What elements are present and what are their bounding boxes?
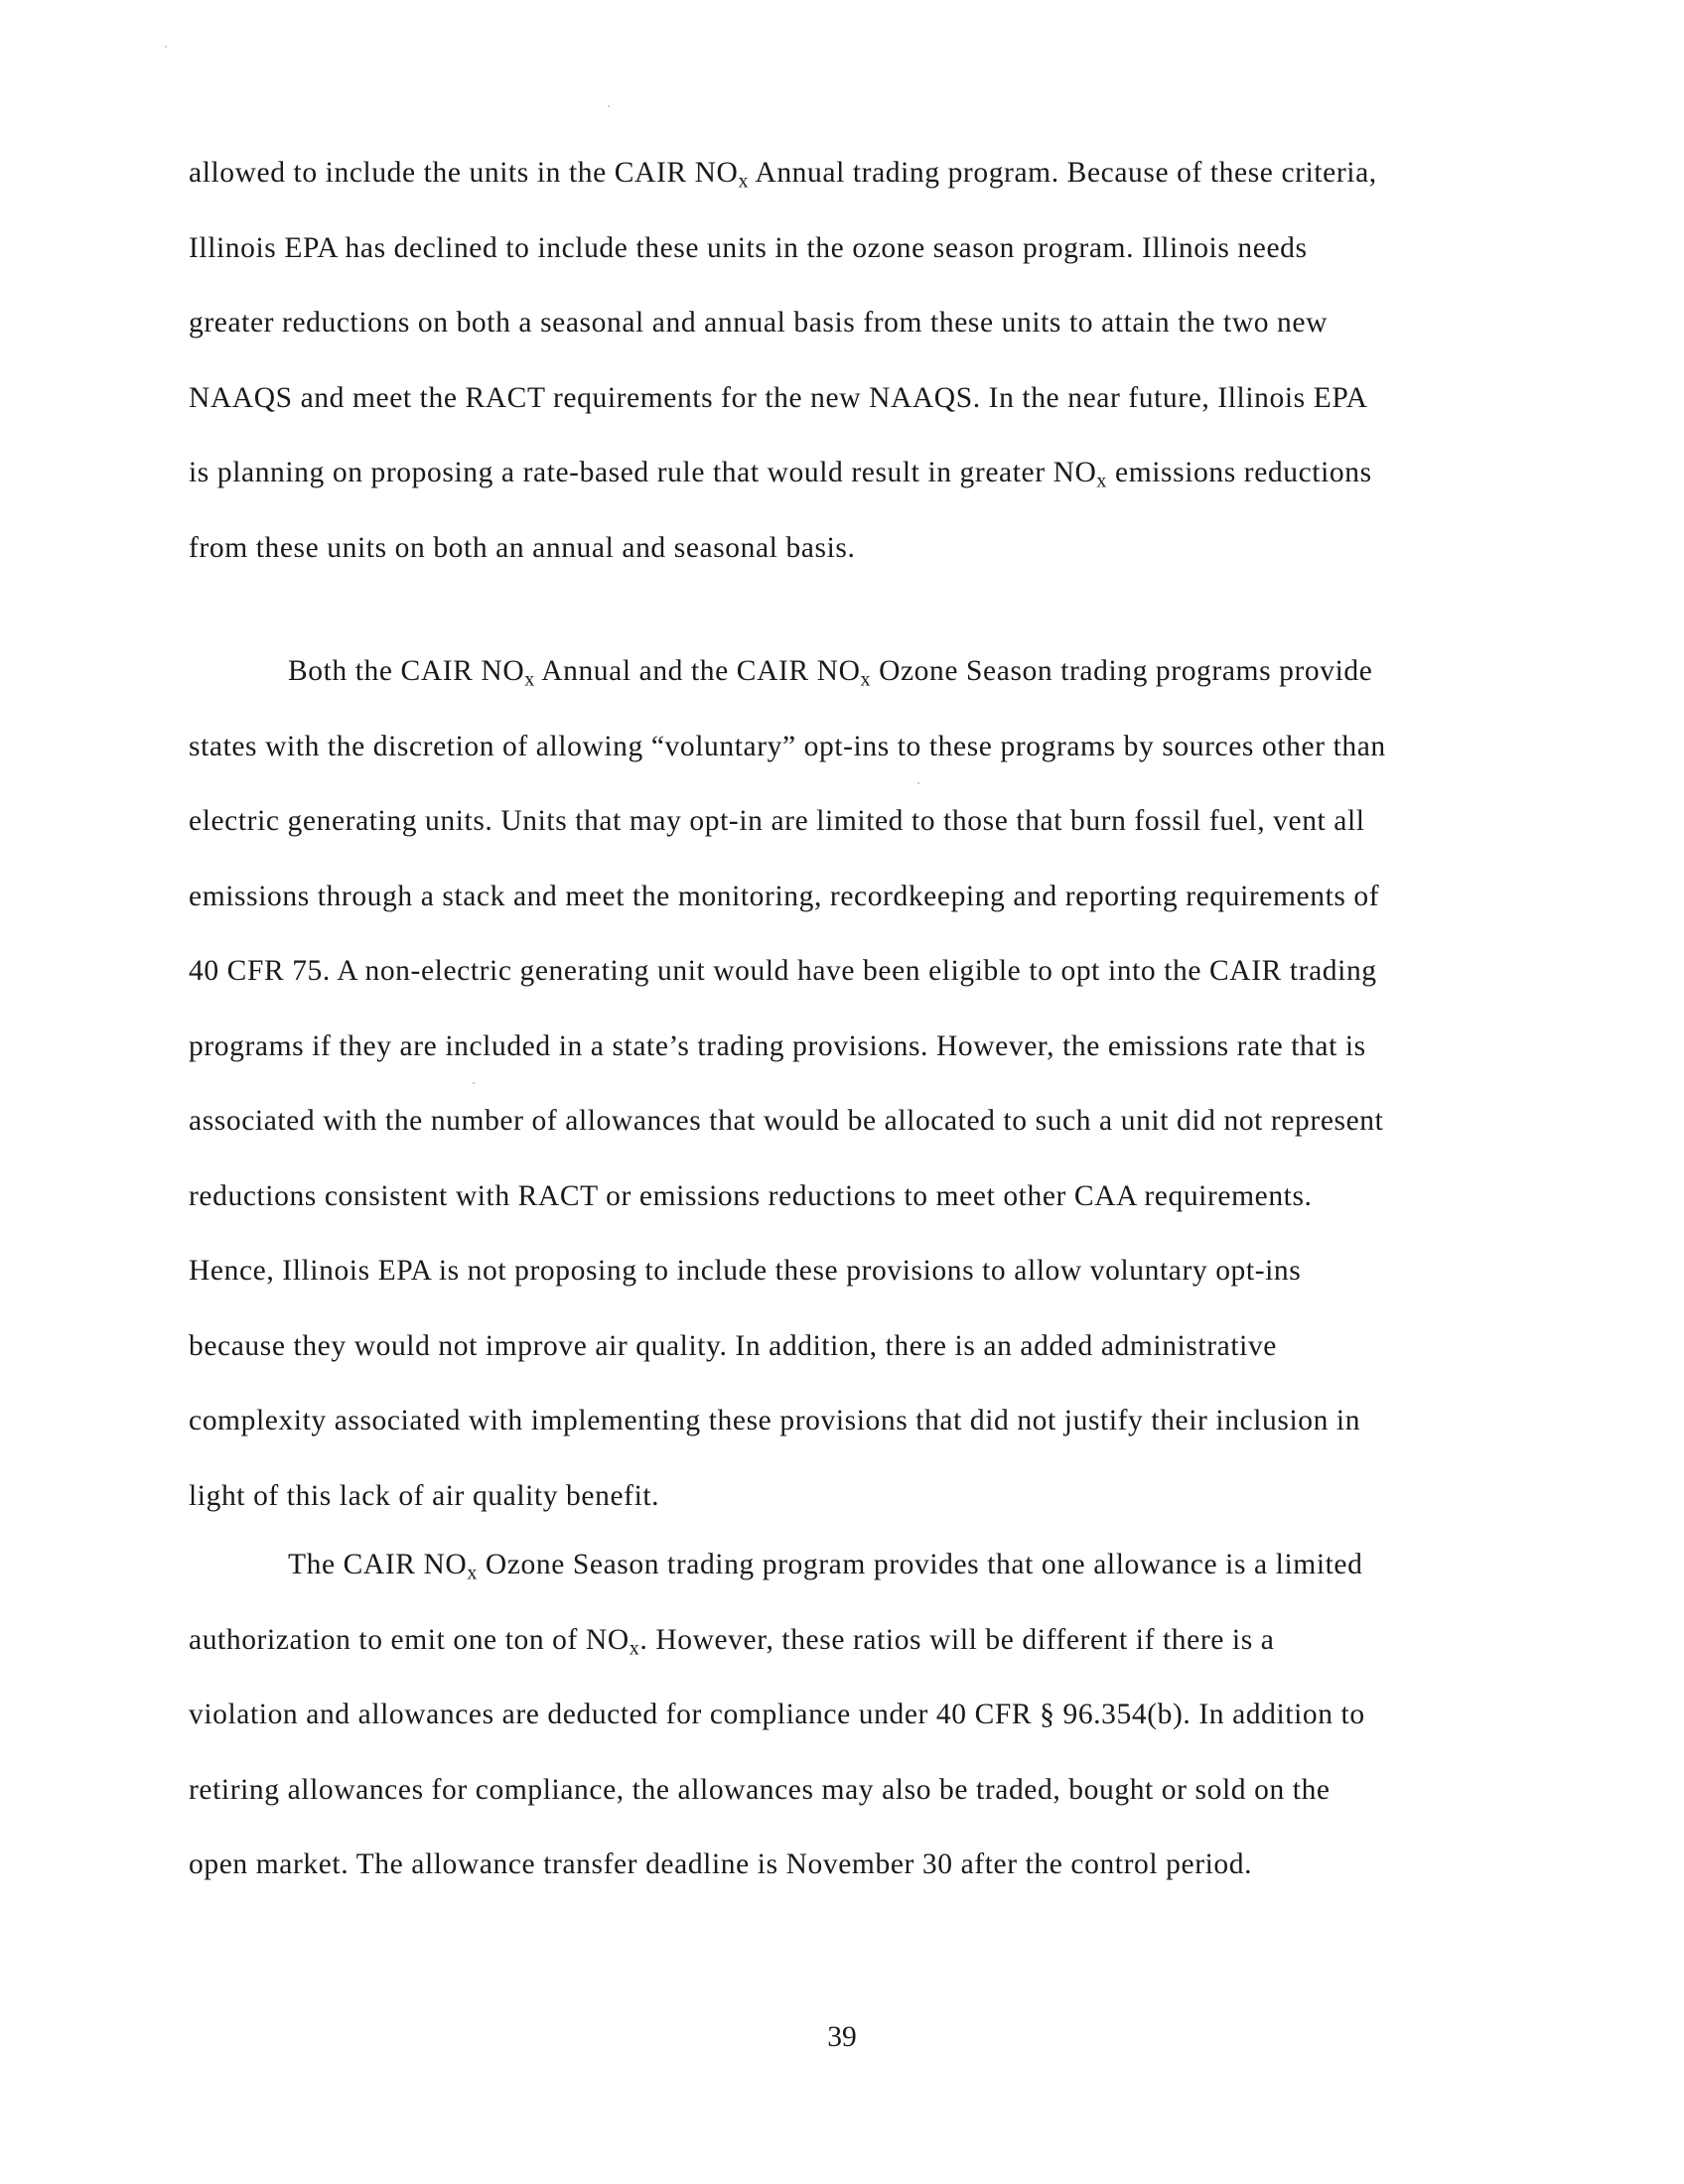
- scan-speck: [917, 782, 919, 784]
- subscript-x: x: [738, 170, 750, 193]
- text-run: states with the discretion of allowing “voluntary” opt-ins to these programs by sources other than: [189, 730, 1386, 762]
- text-line: [189, 1029, 1366, 1062]
- text-line: [288, 1549, 1363, 1584]
- scan-speck: [165, 46, 167, 48]
- text-line: [189, 1773, 1331, 1806]
- text-run: Annual and the CAIR NO: [534, 655, 861, 687]
- text-line: [189, 1407, 1360, 1436]
- text-line: [189, 1850, 1252, 1880]
- text-run: electric generating units. Units that may opt-in are limited to those that burn fossil fuel, vent all: [189, 805, 1365, 837]
- text-run: Ozone Season trading program provides that one allowance is a limited: [477, 1549, 1363, 1580]
- text-line: [189, 1179, 1313, 1212]
- text-line: [189, 730, 1386, 762]
- text-run: 40 CFR 75. A non-electric generating unit would have been eligible to opt into the CAIR trading: [189, 955, 1377, 987]
- text-line: [189, 1257, 1301, 1287]
- text-line: [189, 1107, 1383, 1137]
- text-run: complexity associated with implementing these provisions that did not justify their inclusion in: [189, 1405, 1361, 1436]
- text-run: is planning on proposing a rate-based rule that would result in greater NO: [189, 457, 1097, 488]
- text-run: allowed to include the units in the CAIR NO: [189, 157, 739, 189]
- text-line: [189, 1623, 1275, 1660]
- scan-speck: [473, 1082, 475, 1084]
- text-line: [189, 807, 1365, 837]
- page-number: 39: [827, 2021, 857, 2053]
- text-line: [189, 457, 1372, 492]
- text-line: [189, 381, 1368, 414]
- subscript-x: x: [629, 1637, 640, 1660]
- scan-speck: [608, 105, 610, 107]
- text-run: open market. The allowance transfer deadline is November 30 after the control period.: [189, 1848, 1253, 1880]
- text-line: [189, 531, 856, 564]
- text-line: [189, 1479, 660, 1512]
- text-run: Ozone Season trading programs provide: [871, 655, 1373, 687]
- text-run: greater reductions on both a seasonal and annual basis from these units to attain the two new: [189, 307, 1328, 339]
- text-line: [189, 309, 1328, 339]
- text-run: Hence, Illinois EPA is not proposing to include these provisions to allow voluntary opt-ins: [189, 1255, 1302, 1287]
- text-run: authorization to emit one ton of NO: [189, 1623, 630, 1656]
- text-line: [189, 1701, 1365, 1730]
- text-run: . However, these ratios will be different if there is a: [639, 1623, 1275, 1656]
- subscript-x: x: [467, 1562, 478, 1584]
- text-run: because they would not improve air quality. In addition, there is an added administrative: [189, 1329, 1277, 1362]
- text-run: retiring allowances for compliance, the allowances may also be traded, bought or sold on the: [189, 1773, 1331, 1806]
- text-run: NAAQS and meet the RACT requirements for the new NAAQS. In the near future, Illinois EPA: [189, 381, 1368, 414]
- text-run: violation and allowances are deducted for compliance under 40 CFR § 96.354(b). In addition to: [189, 1699, 1365, 1730]
- text-run: from these units on both an annual and seasonal basis.: [189, 531, 856, 564]
- text-run: associated with the number of allowances that would be allocated to such a unit did not represent: [189, 1105, 1384, 1137]
- text-run: emissions reductions: [1107, 457, 1372, 488]
- text-run: The CAIR NO: [288, 1549, 468, 1580]
- text-line: [288, 655, 1373, 691]
- text-line: [189, 880, 1380, 912]
- text-line: [189, 1329, 1277, 1362]
- text-line: [189, 957, 1377, 987]
- text-run: programs if they are included in a state’s trading provisions. However, the emissions rate that is: [189, 1029, 1366, 1062]
- text-line: [189, 231, 1308, 264]
- subscript-x: x: [1096, 470, 1108, 492]
- text-run: light of this lack of air quality benefit.: [189, 1479, 660, 1512]
- subscript-x: x: [524, 668, 535, 691]
- text-run: Illinois EPA has declined to include these units in the ozone season program. Illinois needs: [189, 231, 1308, 264]
- text-run: Both the CAIR NO: [288, 655, 525, 687]
- text-run: Annual trading program. Because of these criteria,: [749, 157, 1377, 189]
- subscript-x: x: [860, 668, 872, 691]
- text-run: reductions consistent with RACT or emissions reductions to meet other CAA requirements.: [189, 1179, 1313, 1212]
- text-run: emissions through a stack and meet the monitoring, recordkeeping and reporting requirements of: [189, 880, 1380, 912]
- text-line: [189, 157, 1377, 193]
